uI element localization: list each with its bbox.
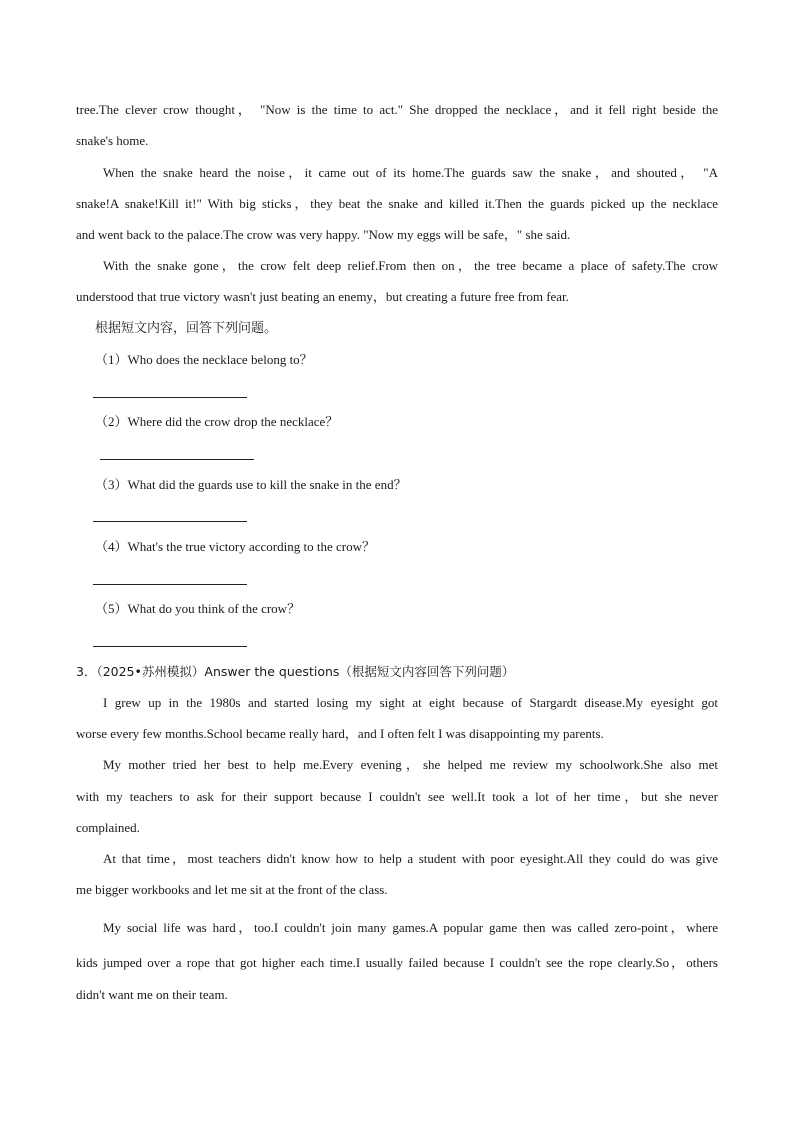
passage-line: me bigger workbooks and let me sit at the front of the class. (76, 882, 388, 897)
passage-line: with my teachers to ask for their support because I couldn't see well.It took a lot of her time，but she never (76, 789, 718, 804)
answer-blank-2[interactable] (100, 459, 254, 460)
question-1: （1）Who does the necklace belong to？ (95, 352, 313, 367)
passage-line: worse every few months.School became really hard，and I often felt I was disappointing my parents. (76, 726, 604, 741)
passage-line: I grew up in the 1980s and started losing my sight at eight because of Stargardt disease.My eyesight got (103, 695, 718, 710)
passage-line: When the snake heard the noise，it came out of its home.The guards saw the snake，and shouted， "A (103, 165, 718, 180)
passage-line: My social life was hard，too.I couldn't join many games.A popular game then was called zero-point，where (103, 920, 718, 935)
question-5: （5）What do you think of the crow？ (95, 601, 301, 616)
passage-line: My mother tried her best to help me.Every evening，she helped me review my schoolwork.She also met (103, 757, 718, 772)
question-instruction: 根据短文内容，回答下列问题。 (95, 321, 278, 336)
passage-line: With the snake gone，the crow felt deep relief.From then on，the tree became a place of safety.The crow (103, 258, 718, 273)
answer-blank-5[interactable] (93, 646, 247, 647)
passage-line: kids jumped over a rope that got higher each time.I usually failed because I couldn't see the rope clearly.So，others (76, 955, 718, 970)
passage-line: snake!A snake!Kill it!" With big sticks，they beat the snake and killed it.Then the guards picked up the necklace (76, 196, 718, 211)
passage-line: tree.The clever crow thought， "Now is the time to act." She dropped the necklace，and it fell right beside the (76, 102, 718, 117)
passage-line: snake's home. (76, 133, 149, 148)
section-3-heading: 3．（2025•苏州模拟）Answer the questions（根据短文内容回答下列问题） (76, 664, 515, 679)
passage-line: and went back to the palace.The crow was very happy. "Now my eggs will be safe，" she said. (76, 227, 571, 242)
answer-blank-4[interactable] (93, 584, 247, 585)
answer-blank-3[interactable] (93, 521, 247, 522)
answer-blank-1[interactable] (93, 397, 247, 398)
question-2: （2）Where did the crow drop the necklace？ (95, 414, 339, 429)
question-3: （3）What did the guards use to kill the snake in the end？ (95, 477, 407, 492)
passage-line: At that time，most teachers didn't know how to help a student with poor eyesight.All they could do was give (103, 851, 718, 866)
passage-line: didn't want me on their team. (76, 987, 228, 1002)
passage-line: understood that true victory wasn't just beating an enemy，but creating a future free from fear. (76, 289, 569, 304)
passage-line: complained. (76, 820, 140, 835)
question-4: （4）What's the true victory according to the crow？ (95, 539, 375, 554)
